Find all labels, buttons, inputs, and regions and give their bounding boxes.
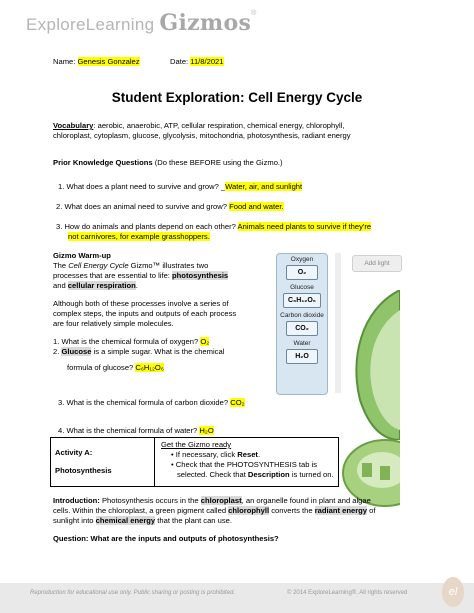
question: Question: What are the inputs and outputs of photosynthesis? xyxy=(53,534,279,543)
vocab-line1: : aerobic, anaerobic, ATP, cellular respiration, chemical energy, chlorophyll, xyxy=(93,121,345,130)
activity-table xyxy=(50,437,339,487)
prior-a3a: Animals need plants to survive if they're xyxy=(237,222,372,231)
warmup-q1: 1. What is the chemical formula of oxygen? xyxy=(53,337,201,346)
brand-name: Gizmos xyxy=(159,10,252,36)
prior-a3b: not carnivores, for example grasshoppers. xyxy=(68,232,210,241)
brand-logo xyxy=(26,10,257,36)
warmup-glucose: Glucose xyxy=(61,347,92,356)
activity-b2a: Check that the PHOTOSYNTHESIS tab is xyxy=(175,460,318,469)
water-label: Water xyxy=(293,340,311,347)
brand-prefix: Explor xyxy=(26,15,76,34)
date-value: 11/8/2021 xyxy=(190,57,224,66)
activity-b1a: If necessary, click xyxy=(175,450,238,459)
warmup-p1a: The xyxy=(53,261,69,270)
intro-l2c: converts the xyxy=(269,506,315,515)
warmup-a2: C₆H₁₂O₆ xyxy=(135,363,164,372)
warmup-p3a: and xyxy=(53,281,68,290)
warmup-a3: CO₂ xyxy=(230,398,245,407)
activity-b2d: is turned on. xyxy=(289,470,334,479)
date-line xyxy=(170,57,224,67)
intro-l1a: Photosynthesis occurs in the xyxy=(99,496,201,505)
prior-note: (Do these BEFORE using the Gizmo.) xyxy=(152,158,283,167)
brand-mid: e xyxy=(76,15,86,34)
date-label: Date: xyxy=(170,57,189,66)
intro-l1c: , an organelle found in plant and algae xyxy=(241,496,371,505)
oxygen-molecule[interactable]: O₂ xyxy=(286,265,318,280)
warmup-p5: complex steps, the inputs and outputs of each process xyxy=(53,309,237,318)
add-light-button[interactable]: Add light xyxy=(352,255,402,272)
warmup-p3c: . xyxy=(135,281,138,290)
intro-chloroplast: chloroplast xyxy=(200,496,242,505)
intro-l2a: cells. Within the chloroplast, a green pigment called xyxy=(53,506,229,515)
activity-instructions: Get the Gizmo ready • If necessary, click Reset. • Check that the PHOTOSYNTHESIS tab is selected. Check that Description is turned on. xyxy=(161,440,336,480)
chloroplast-image-top xyxy=(340,290,400,440)
footer xyxy=(0,583,474,613)
intro-label: Introduction: xyxy=(53,496,100,505)
glucose-molecule[interactable]: C₆H₁₂O₆ xyxy=(283,293,321,308)
warmup-p1c: Gizmo™ illustrates two xyxy=(128,261,209,270)
warmup-photosynthesis: photosynthesis xyxy=(172,271,229,280)
brand-reg: ® xyxy=(251,10,257,17)
footer-logo: el xyxy=(442,577,464,607)
warmup-cellular-respiration: cellular respiration xyxy=(67,281,136,290)
activity-b2b: selected. Check that xyxy=(177,470,248,479)
prior-q1-text: 1. What does a plant need to survive and grow? _ xyxy=(58,182,226,191)
warmup-p2: processes that are essential to life: xyxy=(53,271,173,280)
intro-l3a: sunlight into xyxy=(53,516,96,525)
warmup-q2d: formula of glucose? xyxy=(67,363,136,372)
activity-name: Photosynthesis xyxy=(55,466,112,475)
activity-cell xyxy=(51,438,155,486)
warmup-q3 xyxy=(58,398,245,408)
prior-a1: Water, air, and sunlight xyxy=(225,182,303,191)
footer-left: Reproduction for educational use only. Public sharing or posting is prohibited. xyxy=(30,590,236,596)
intro-chemical-energy: chemical energy xyxy=(95,516,156,525)
prior-q3-text: 3. How do animals and plants depend on each other? xyxy=(56,222,238,231)
prior-a2: Food and water. xyxy=(229,202,284,211)
intro-radiant-energy: radiant energy xyxy=(314,506,368,515)
molecule-panel xyxy=(276,253,328,395)
warmup-p6: are four relatively simple molecules. xyxy=(53,319,174,328)
brand-suffix: Learning xyxy=(85,15,155,34)
prior-q2-text: 2. What does an animal need to survive and grow? xyxy=(56,202,230,211)
intro-l2e: of xyxy=(367,506,376,515)
activity-reset: Reset xyxy=(237,450,258,459)
glucose-label: Glucose xyxy=(290,284,314,291)
water-molecule[interactable]: H₂O xyxy=(286,349,318,364)
warmup-a1: O₂ xyxy=(200,337,210,346)
prior-q2 xyxy=(56,202,284,212)
warmup-heading: Gizmo Warm-up xyxy=(53,251,111,260)
intro-l3c: that the plant can use. xyxy=(155,516,232,525)
name-label: Name: xyxy=(53,57,76,66)
vocab-line2: chloroplast, cytoplasm, glucose, glycolysis, mitochondria, photosynthesis, radiant energy xyxy=(53,131,351,140)
warmup-q3-text: 3. What is the chemical formula of carbon dioxide? xyxy=(58,398,231,407)
warmup-section xyxy=(53,251,268,373)
name-value: Genesis Gonzalez xyxy=(77,57,140,66)
co2-label: Carbon dioxide xyxy=(280,312,324,319)
warmup-q2c: is a simple sugar. What is the chemical xyxy=(91,347,225,356)
name-line xyxy=(53,57,140,67)
warmup-p4: Although both of these processes involve a series of xyxy=(53,299,229,308)
warmup-q2a: 2. xyxy=(53,347,62,356)
activity-ready: Get the Gizmo ready xyxy=(161,440,232,449)
prior-q1 xyxy=(58,182,302,192)
oxygen-label: Oxygen xyxy=(290,256,314,263)
prior-q3 xyxy=(56,222,426,242)
co2-molecule[interactable]: CO₂ xyxy=(286,321,318,336)
warmup-a4: H₂O xyxy=(199,426,214,435)
activity-label: Activity A: xyxy=(55,448,93,457)
intro-chlorophyll: chlorophyll xyxy=(228,506,270,515)
warmup-p1b: Cell Energy Cycle xyxy=(68,261,129,270)
prior-heading xyxy=(53,158,283,168)
vocabulary xyxy=(53,121,433,141)
activity-description: Description xyxy=(247,470,290,479)
page-title: Student Exploration: Cell Energy Cycle xyxy=(111,90,363,105)
warmup-q4 xyxy=(58,426,214,436)
activity-b1c: . xyxy=(257,450,261,459)
introduction xyxy=(53,496,423,526)
vocab-label: Vocabulary xyxy=(53,121,94,130)
warmup-q4-text: 4. What is the chemical formula of water? xyxy=(58,426,200,435)
footer-right: © 2014 ExploreLearning®. All rights reserved xyxy=(287,590,408,596)
prior-heading-label: Prior Knowledge Questions xyxy=(53,158,153,167)
